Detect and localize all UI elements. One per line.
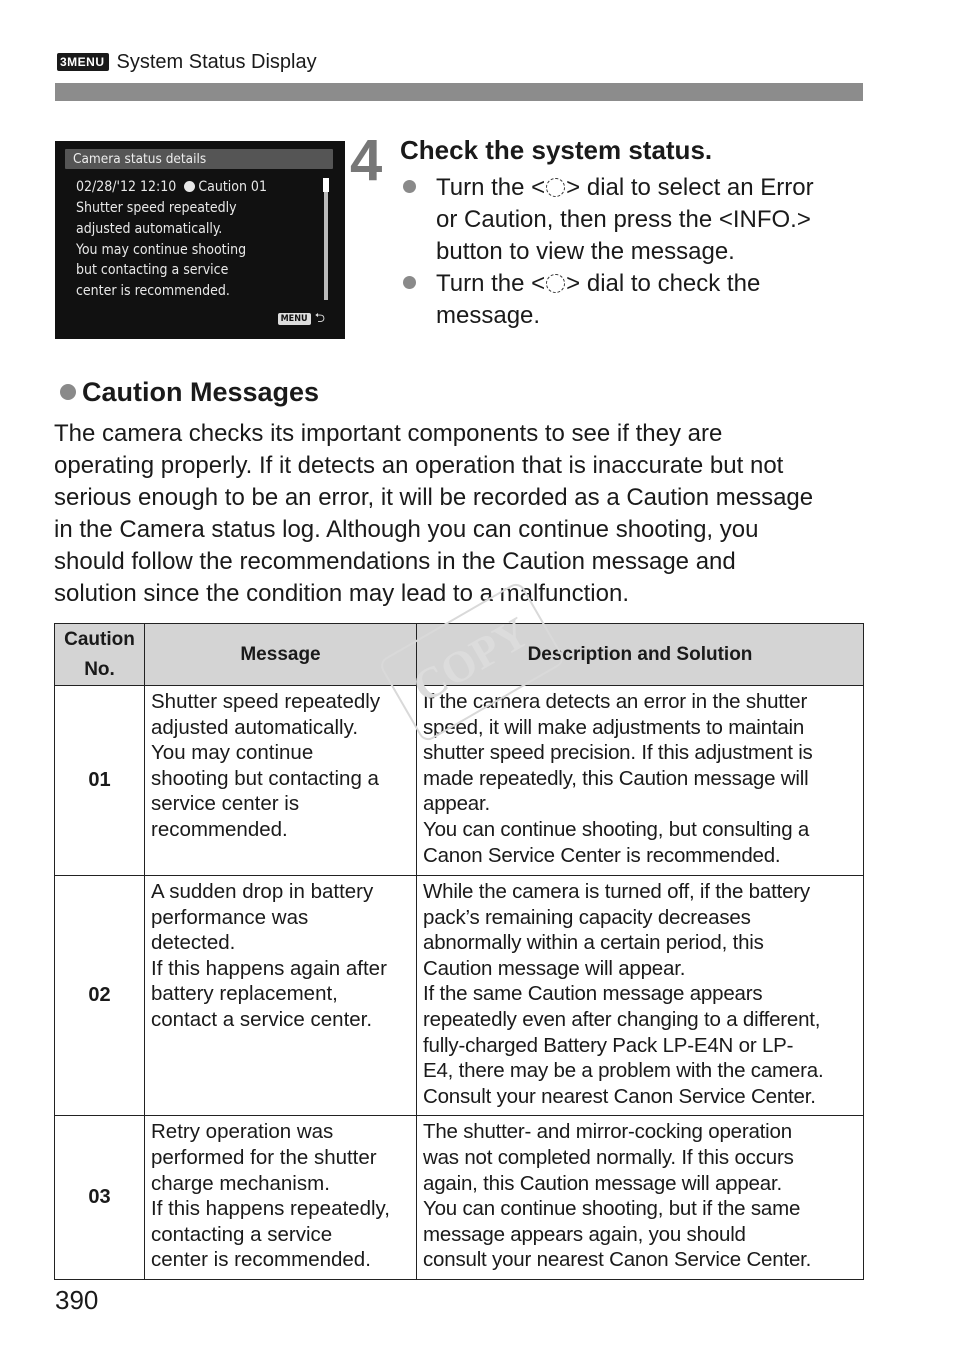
- header-message: Message: [145, 624, 417, 686]
- section-heading: [60, 375, 319, 409]
- caution-description: If the camera detects an error in the shutter speed, it will make adjustments to maintain shutter speed precision. If this adjustment is made repeatedly, this Caution message will appear. You can continue shooting, but consulting a Canon Service Center is recommended.: [417, 686, 864, 876]
- instruction-item: [403, 268, 873, 332]
- intro-line: serious enough to be an error, it will be recorded as a Caution message: [54, 484, 814, 511]
- caution-number: 01: [55, 686, 145, 876]
- screen-caution: [184, 179, 267, 195]
- screen-line: center is recommended.: [76, 283, 230, 300]
- header-caution-no: Caution No.: [55, 624, 145, 686]
- step-number: 4: [350, 128, 383, 193]
- intro-line: should follow the recommendations in the Caution message and: [54, 548, 736, 575]
- intro-line: The camera checks its important components to see if they are: [54, 420, 723, 447]
- screen-line: but contacting a service: [76, 262, 229, 279]
- caution-number: 03: [55, 1116, 145, 1280]
- screen-status-row: [65, 179, 335, 195]
- bullet-icon: [403, 276, 416, 289]
- header-description: Description and Solution: [417, 624, 864, 686]
- screen-date: 02/28/'12 12:10: [76, 179, 177, 195]
- step-title: Check the system status.: [400, 135, 713, 165]
- instruction-text: message.: [436, 302, 541, 329]
- table-row: [55, 876, 864, 1116]
- bullet-icon: [403, 180, 416, 193]
- caution-description: While the camera is turned off, if the battery pack’s remaining capacity decreases abnormally within a certain period, this Caution message will appear. If the same Caution message appears repeatedly even after changing to a different, fully-charged Battery Pack LP-E4N or LP- E4, there may be a problem with the camera. Consult your nearest Canon Service Center.: [417, 876, 864, 1116]
- caution-message: A sudden drop in battery performance was detected. If this happens again after battery replacement, contact a service center.: [145, 876, 417, 1116]
- instruction-item: [403, 172, 873, 268]
- intro-line: in the Camera status log. Although you can continue shooting, you: [54, 516, 759, 543]
- section-intro: [54, 418, 864, 610]
- section-bullet-icon: [60, 384, 76, 400]
- page-number: 390: [55, 1285, 99, 1315]
- camera-screen-image: [55, 141, 345, 339]
- screen-line: adjusted automatically.: [76, 220, 223, 237]
- header-title: System Status Display: [116, 51, 317, 73]
- caution-message: Shutter speed repeatedly adjusted automatically. You may continue shooting but contacting a service center is recommended.: [145, 686, 417, 876]
- instruction-text: > dial to select an Error: [566, 174, 814, 201]
- copy-watermark: COPY: [377, 580, 566, 743]
- screen-caution-label: Caution 01: [198, 179, 267, 195]
- intro-line: operating properly. If it detects an operation that is inaccurate but not: [54, 452, 784, 479]
- caution-number: 02: [55, 876, 145, 1116]
- caution-message: Retry operation was performed for the shutter charge mechanism. If this happens repeatedly, contacting a service center is recommended.: [145, 1116, 417, 1280]
- caution-dot-icon: [184, 181, 195, 192]
- instruction-text: Turn the <: [436, 174, 546, 201]
- instruction-text: button to view the message.: [436, 238, 735, 265]
- instruction-text: or Caution, then press the <INFO.>: [436, 206, 811, 233]
- section-title: Caution Messages: [82, 377, 320, 407]
- menu-badge: 3MENU: [57, 53, 109, 71]
- header-bar: [55, 83, 863, 101]
- screen-line: You may continue shooting: [76, 241, 247, 258]
- screen-title: Camera status details: [65, 149, 333, 169]
- intro-line: solution since the condition may lead to a malfunction.: [54, 580, 630, 607]
- table-row: [55, 1116, 864, 1280]
- return-arrow-icon: ⮌: [314, 311, 325, 326]
- caution-description: The shutter- and mirror-cocking operation was not completed normally. If this occurs again, this Caution message will appear. You can continue shooting, but if the same message appears again, you should consult your nearest Canon Service Center.: [417, 1116, 864, 1280]
- page-header: [57, 50, 317, 74]
- screen-scrollbar: [324, 178, 328, 300]
- screen-menu-return: [278, 313, 325, 325]
- screen-menu-badge: MENU: [278, 313, 311, 325]
- screen-message: [65, 198, 335, 302]
- step-instructions: [403, 172, 873, 332]
- instruction-text: Turn the <: [436, 270, 546, 297]
- quick-control-dial-icon: [546, 178, 565, 197]
- instruction-text: > dial to check the: [566, 270, 761, 297]
- quick-control-dial-icon: [546, 274, 565, 293]
- screen-line: Shutter speed repeatedly: [76, 200, 237, 216]
